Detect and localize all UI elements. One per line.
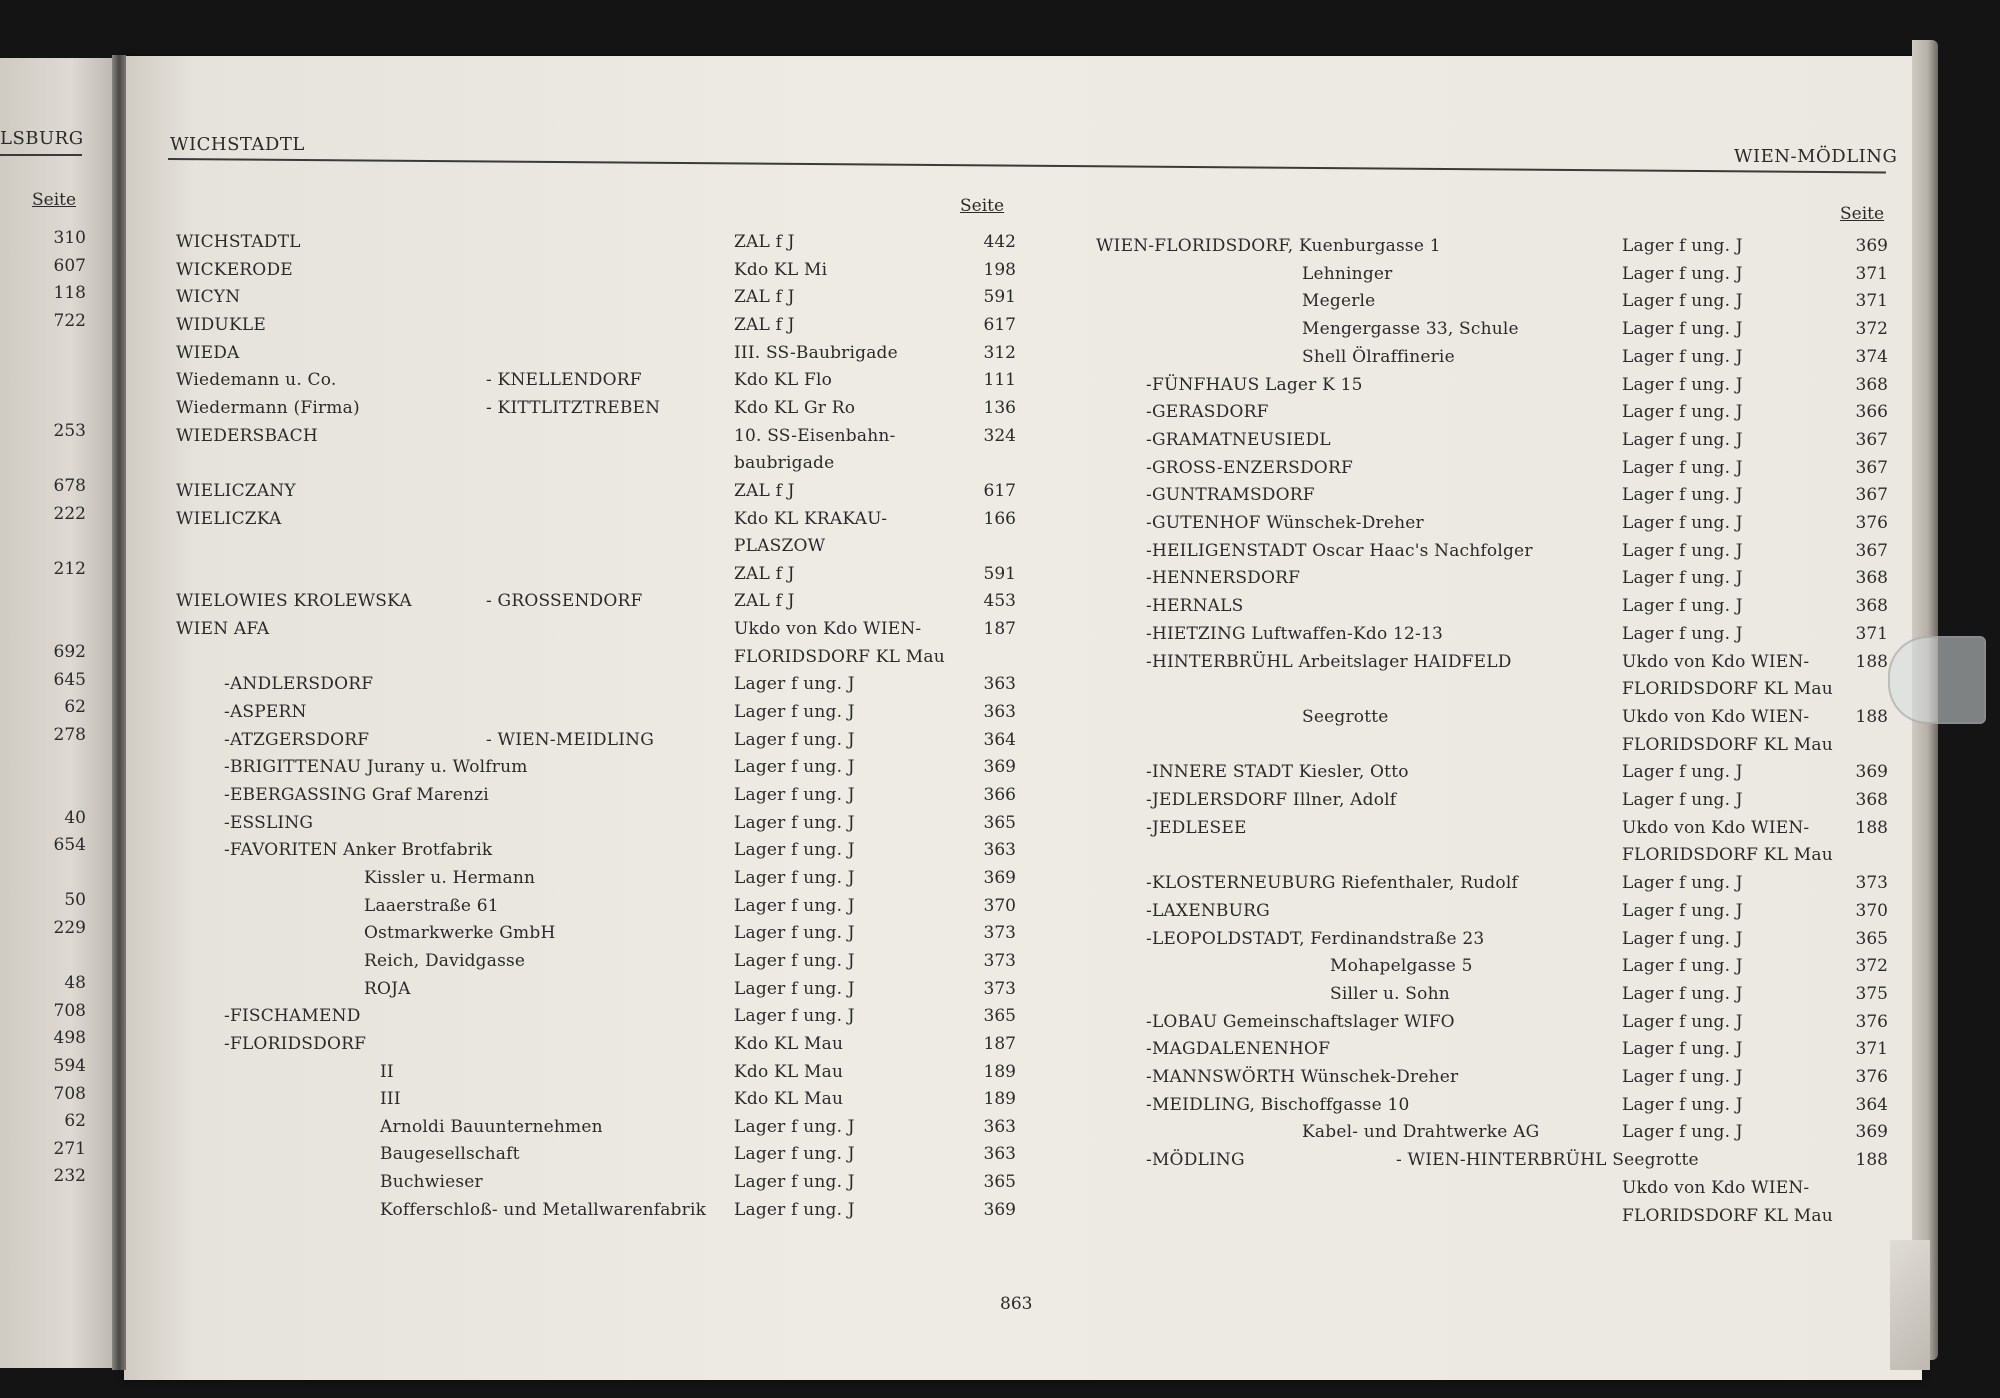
- entry-name: WICYN: [176, 287, 241, 308]
- entry-name: -ESSLING: [224, 812, 314, 833]
- entry-page: 372: [1855, 956, 1888, 977]
- entry-page: 371: [1855, 623, 1888, 644]
- entry-name: Buchwieser: [380, 1172, 483, 1193]
- left-page-number: 498: [53, 1028, 86, 1049]
- entry-type: ZAL f J: [734, 591, 795, 612]
- left-page-number: 692: [53, 642, 86, 662]
- entry-page: 373: [983, 923, 1016, 944]
- left-page-number: 48: [64, 973, 86, 994]
- entry-page: 617: [983, 480, 1016, 501]
- entry-type: Lager f ung. J: [1622, 457, 1743, 478]
- entry-type: Lager f ung. J: [734, 729, 855, 750]
- entry-page: 376: [1855, 1067, 1888, 1087]
- entry-page: 617: [983, 314, 1016, 335]
- entry-name: -KLOSTERNEUBURG Riefenthaler, Rudolf: [1146, 873, 1518, 894]
- entry-type: Ukdo von Kdo WIEN-: [1622, 651, 1810, 672]
- entry-page: 188: [1855, 651, 1888, 672]
- entry-name: Mengergasse 33, Schule: [1302, 319, 1519, 340]
- entry-page: 189: [983, 1061, 1016, 1082]
- entry-name: WICHSTADTL: [176, 232, 301, 252]
- entry-type: FLORIDSDORF KL Mau: [1622, 734, 1833, 755]
- entry-name: -FISCHAMEND: [224, 1006, 361, 1027]
- entry-page: 111: [983, 370, 1016, 391]
- left-header-rule: [0, 154, 82, 156]
- entry-name: Megerle: [1302, 291, 1376, 312]
- seite-label-col2: Seite: [1840, 204, 1885, 224]
- entry-name: -MAGDALENENHOF: [1146, 1039, 1331, 1060]
- entry-type: Kdo KL Mau: [734, 1061, 844, 1082]
- entry-subcamp: - KITTLITZTREBEN: [486, 397, 661, 418]
- entry-name: -HINTERBRÜHL Arbeitslager HAIDFELD: [1146, 651, 1512, 672]
- entry-type: Lager f ung. J: [1622, 402, 1743, 423]
- entry-name: Kissler u. Hermann: [364, 867, 536, 888]
- entry-type: ZAL f J: [734, 287, 795, 308]
- entry-type: Lager f ung. J: [1622, 263, 1743, 284]
- entry-type: Lager f ung. J: [734, 950, 855, 971]
- entry-name: II: [380, 1061, 394, 1082]
- entry-type: Lager f ung. J: [1622, 1094, 1743, 1115]
- entry-type: Lager f ung. J: [1622, 900, 1743, 921]
- entry-type: Kdo KL Mau: [734, 1089, 844, 1110]
- left-page-number: 253: [53, 421, 86, 442]
- entry-type: Lager f ung. J: [734, 1144, 855, 1165]
- entry-page: 591: [983, 287, 1016, 308]
- entry-page: 312: [983, 342, 1016, 363]
- entry-name: Wiedermann (Firma): [176, 397, 360, 418]
- entry-type: Lager f ung. J: [1622, 485, 1743, 506]
- book-spine: [112, 55, 126, 1370]
- entry-type: Lager f ung. J: [734, 1006, 855, 1027]
- entry-name: -LAXENBURG: [1146, 900, 1270, 921]
- left-page-number: 678: [53, 476, 86, 497]
- entry-page: 369: [983, 1199, 1016, 1220]
- entry-page: 367: [1855, 429, 1888, 450]
- entry-page: 365: [1855, 928, 1888, 949]
- left-page-number: 229: [53, 918, 86, 938]
- entry-type: ZAL f J: [734, 314, 795, 335]
- entry-name: -FAVORITEN Anker Brotfabrik: [224, 840, 493, 861]
- entry-name: WIEDERSBACH: [176, 425, 318, 446]
- entry-name: Laaerstraße 61: [364, 895, 499, 916]
- entry-name: Mohapelgasse 5: [1330, 956, 1473, 977]
- entry-type: Lager f ung. J: [734, 867, 855, 888]
- entry-page: 189: [983, 1089, 1016, 1110]
- entry-name: WIELOWIES KROLEWSKA: [176, 591, 412, 612]
- entry-page: 375: [1855, 983, 1888, 1004]
- entry-name: -LOBAU Gemeinschaftslager WIFO: [1146, 1011, 1455, 1032]
- entry-type: Lager f ung. J: [1622, 236, 1743, 256]
- entry-name: -ATZGERSDORF: [224, 729, 370, 750]
- entry-type: Ukdo von Kdo WIEN-: [1622, 706, 1810, 727]
- entry-page: 376: [1855, 1011, 1888, 1032]
- left-page-number: 212: [53, 559, 86, 580]
- entry-type: Lager f ung. J: [734, 785, 855, 805]
- entry-type: Lager f ung. J: [1622, 983, 1743, 1004]
- left-page-number: 232: [53, 1166, 86, 1187]
- entry-type: Lager f ung. J: [734, 978, 855, 999]
- entry-type: ZAL f J: [734, 232, 795, 252]
- entry-type: Lager f ung. J: [1622, 790, 1743, 810]
- page-number: 863: [1000, 1294, 1033, 1314]
- entry-page: 373: [983, 978, 1016, 999]
- left-page-number: 278: [53, 724, 86, 745]
- left-page-number: 708: [53, 1083, 86, 1104]
- entry-type: Lager f ung. J: [1622, 374, 1743, 395]
- entry-type: Lager f ung. J: [734, 674, 855, 695]
- left-page-number: 594: [53, 1056, 86, 1076]
- entry-name: WIELICZANY: [176, 480, 296, 501]
- entry-name: -GUTENHOF Wünschek-Dreher: [1146, 513, 1424, 533]
- left-page-number: 50: [64, 890, 86, 911]
- entry-type: FLORIDSDORF KL Mau: [1622, 845, 1833, 866]
- entry-type: Lager f ung. J: [1622, 540, 1743, 561]
- entry-type: Lager f ung. J: [1622, 1067, 1743, 1087]
- left-running-head: LSBURG: [0, 128, 84, 149]
- left-page-number: 607: [53, 255, 86, 276]
- entry-name: WICKERODE: [176, 259, 293, 280]
- entry-page: 453: [983, 591, 1016, 612]
- entry-type: Lager f ung. J: [734, 757, 855, 778]
- entry-type: Lager f ung. J: [734, 1116, 855, 1137]
- entry-type: Lager f ung. J: [1622, 319, 1743, 340]
- bookmark-tab: [1888, 636, 1986, 724]
- entry-name: -GUNTRAMSDORF: [1146, 485, 1315, 506]
- seite-label-col1: Seite: [960, 196, 1005, 216]
- entry-name: -HEILIGENSTADT Oscar Haac's Nachfolger: [1146, 540, 1533, 561]
- entry-type: Lager f ung. J: [1622, 429, 1743, 450]
- entry-name: Wiedemann u. Co.: [176, 370, 337, 391]
- entry-page: 591: [983, 563, 1016, 584]
- entry-type: ZAL f J: [734, 480, 795, 501]
- entry-name: -MANNSWÖRTH Wünschek-Dreher: [1146, 1067, 1459, 1087]
- entry-type: FLORIDSDORF KL Mau: [734, 646, 945, 667]
- entry-page: 371: [1855, 291, 1888, 312]
- entry-type: Lager f ung. J: [1622, 596, 1743, 617]
- left-page-number: 62: [64, 697, 86, 718]
- entry-page: 166: [983, 508, 1016, 529]
- left-page-number: 62: [64, 1111, 86, 1132]
- entry-type: Kdo KL Mau: [734, 1033, 844, 1054]
- entry-type: ZAL f J: [734, 563, 795, 584]
- entry-type: Lager f ung. J: [1622, 873, 1743, 894]
- entry-page: 363: [983, 1116, 1016, 1137]
- entry-name: -HENNERSDORF: [1146, 568, 1301, 589]
- entry-type: Kdo KL Mi: [734, 259, 828, 280]
- entry-name: WIEN AFA: [176, 619, 270, 640]
- entry-page: 369: [1855, 762, 1888, 783]
- running-head-left: WICHSTADTL: [170, 134, 305, 155]
- entry-page: 366: [1855, 402, 1888, 423]
- entry-page: 369: [1855, 1122, 1888, 1143]
- entry-page: 364: [983, 729, 1016, 750]
- entry-name: -JEDLERSDORF Illner, Adolf: [1146, 790, 1397, 810]
- entry-type: Kdo KL KRAKAU-: [734, 508, 888, 529]
- entry-name: -MÖDLING: [1146, 1150, 1245, 1171]
- entry-page: 369: [983, 867, 1016, 888]
- entry-type: Ukdo von Kdo WIEN-: [734, 619, 922, 640]
- entry-type: Lager f ung. J: [1622, 346, 1743, 367]
- entry-page: 198: [983, 259, 1016, 280]
- entry-page: 367: [1855, 485, 1888, 506]
- entry-page: 324: [983, 425, 1016, 446]
- entry-name: III: [380, 1089, 401, 1110]
- left-page-number: 271: [53, 1138, 86, 1159]
- entry-page: 364: [1855, 1094, 1888, 1115]
- entry-name: Lehninger: [1302, 263, 1393, 284]
- entry-type: Ukdo von Kdo WIEN-: [1622, 817, 1810, 838]
- left-page-number: 654: [53, 835, 86, 856]
- entry-name: -LEOPOLDSTADT, Ferdinandstraße 23: [1146, 928, 1485, 949]
- entry-name: WIEDA: [176, 342, 240, 363]
- entry-page: 366: [983, 785, 1016, 805]
- entry-page: 367: [1855, 457, 1888, 478]
- entry-name: -GROSS-ENZERSDORF: [1146, 457, 1353, 478]
- entry-page: 374: [1855, 346, 1888, 367]
- entry-type: Lager f ung. J: [734, 812, 855, 833]
- entry-page: 371: [1855, 263, 1888, 284]
- entry-type: Lager f ung. J: [734, 840, 855, 861]
- entry-name: WIDUKLE: [176, 314, 266, 335]
- entry-page: 188: [1855, 817, 1888, 838]
- running-head-right: WIEN-MÖDLING: [1734, 146, 1898, 167]
- entry-type: PLASZOW: [734, 536, 826, 557]
- entry-page: 363: [983, 840, 1016, 861]
- page-fold: [1890, 1240, 1930, 1370]
- entry-page: 367: [1855, 540, 1888, 561]
- entry-page: 370: [983, 895, 1016, 916]
- entry-type: Lager f ung. J: [1622, 762, 1743, 783]
- entry-page: 369: [983, 757, 1016, 778]
- entry-page: 371: [1855, 1039, 1888, 1060]
- entry-subcamp: - KNELLENDORF: [486, 370, 642, 391]
- entry-page: 368: [1855, 790, 1888, 810]
- entry-type: Lager f ung. J: [734, 895, 855, 916]
- entry-name: -MEIDLING, Bischoffgasse 10: [1146, 1094, 1410, 1115]
- entry-type: Ukdo von Kdo WIEN-: [1622, 1177, 1810, 1198]
- entry-page: 368: [1855, 596, 1888, 617]
- entry-type: Lager f ung. J: [1622, 1011, 1743, 1032]
- entry-page: 188: [1855, 1150, 1888, 1171]
- entry-page: 188: [1855, 706, 1888, 727]
- entry-name: -ANDLERSDORF: [224, 674, 374, 695]
- entry-type: Lager f ung. J: [1622, 1122, 1743, 1143]
- entry-type: Lager f ung. J: [734, 702, 855, 723]
- entry-type: Lager f ung. J: [1622, 568, 1743, 589]
- entry-type: Lager f ung. J: [1622, 623, 1743, 644]
- entry-subcamp: - WIEN-HINTERBRÜHL Seegrotte: [1396, 1150, 1699, 1171]
- left-page-number: 118: [53, 283, 86, 304]
- entry-page: 370: [1855, 900, 1888, 921]
- entry-page: 368: [1855, 568, 1888, 589]
- entry-type: baubrigade: [734, 453, 835, 474]
- entry-name: -JEDLESEE: [1146, 817, 1247, 838]
- entry-name: Baugesellschaft: [380, 1144, 520, 1165]
- entry-page: 363: [983, 1144, 1016, 1165]
- entry-name: WIEN-FLORIDSDORF, Kuenburgasse 1: [1096, 236, 1441, 256]
- entry-name: -ASPERN: [224, 702, 307, 723]
- left-page-number: 722: [53, 310, 86, 331]
- entry-name: ROJA: [364, 978, 411, 999]
- entry-name: -EBERGASSING Graf Marenzi: [224, 785, 489, 805]
- entry-name: Kabel- und Drahtwerke AG: [1302, 1122, 1540, 1143]
- entry-name: -INNERE STADT Kiesler, Otto: [1146, 762, 1409, 783]
- entry-name: Shell Ölraffinerie: [1302, 346, 1455, 367]
- entry-type: Lager f ung. J: [1622, 928, 1743, 949]
- entry-page: 363: [983, 702, 1016, 723]
- entry-name: -GRAMATNEUSIEDL: [1146, 429, 1331, 450]
- entry-type: Lager f ung. J: [734, 1199, 855, 1220]
- entry-name: Seegrotte: [1302, 706, 1389, 727]
- entry-type: Lager f ung. J: [1622, 1039, 1743, 1060]
- entry-subcamp: - WIEN-MEIDLING: [486, 729, 654, 750]
- entry-name: -GERASDORF: [1146, 402, 1269, 423]
- left-seite-label: Seite: [32, 190, 77, 210]
- entry-name: Ostmarkwerke GmbH: [364, 923, 556, 944]
- entry-page: 369: [1855, 236, 1888, 256]
- left-page-number: 310: [53, 228, 86, 248]
- entry-subcamp: - GROSSENDORF: [486, 591, 643, 612]
- entry-page: 365: [983, 1006, 1016, 1027]
- entry-name: -FLORIDSDORF: [224, 1033, 367, 1054]
- entry-type: Lager f ung. J: [1622, 956, 1743, 977]
- entry-type: III. SS-Baubrigade: [734, 342, 898, 363]
- entry-type: Kdo KL Flo: [734, 370, 833, 391]
- entry-page: 373: [1855, 873, 1888, 894]
- entry-page: 442: [983, 232, 1016, 252]
- entry-page: 368: [1855, 374, 1888, 395]
- entry-type: Lager f ung. J: [734, 923, 855, 944]
- entry-name: Siller u. Sohn: [1330, 983, 1450, 1004]
- entry-type: Kdo KL Gr Ro: [734, 397, 856, 418]
- entry-page: 365: [983, 1172, 1016, 1193]
- entry-page: 365: [983, 812, 1016, 833]
- entry-page: 372: [1855, 319, 1888, 340]
- entry-page: 136: [983, 397, 1016, 418]
- left-page-number: 645: [53, 669, 86, 690]
- entry-name: Reich, Davidgasse: [364, 950, 526, 971]
- entry-name: Kofferschloß- und Metallwarenfabrik: [380, 1199, 707, 1220]
- entry-page: 187: [983, 1033, 1016, 1054]
- entry-page: 373: [983, 950, 1016, 971]
- left-page-number: 708: [53, 1000, 86, 1021]
- entry-type: Lager f ung. J: [1622, 513, 1743, 533]
- entry-name: -HERNALS: [1146, 596, 1244, 617]
- left-page-number: 40: [64, 807, 86, 828]
- entry-name: Arnoldi Bauunternehmen: [380, 1116, 603, 1137]
- entry-page: 187: [983, 619, 1016, 640]
- entry-type: FLORIDSDORF KL Mau: [1622, 679, 1833, 700]
- entry-name: WIELICZKA: [176, 508, 282, 529]
- entry-type: FLORIDSDORF KL Mau: [1622, 1205, 1833, 1226]
- entry-page: 363: [983, 674, 1016, 695]
- entry-type: 10. SS-Eisenbahn-: [734, 425, 896, 446]
- entry-name: -FÜNFHAUS Lager K 15: [1146, 374, 1363, 395]
- entry-name: -HIETZING Luftwaffen-Kdo 12-13: [1146, 623, 1444, 644]
- entry-type: Lager f ung. J: [734, 1172, 855, 1193]
- entry-name: -BRIGITTENAU Jurany u. Wolfrum: [224, 757, 528, 778]
- left-page-number: 222: [53, 504, 86, 524]
- entry-type: Lager f ung. J: [1622, 291, 1743, 312]
- entry-page: 376: [1855, 513, 1888, 533]
